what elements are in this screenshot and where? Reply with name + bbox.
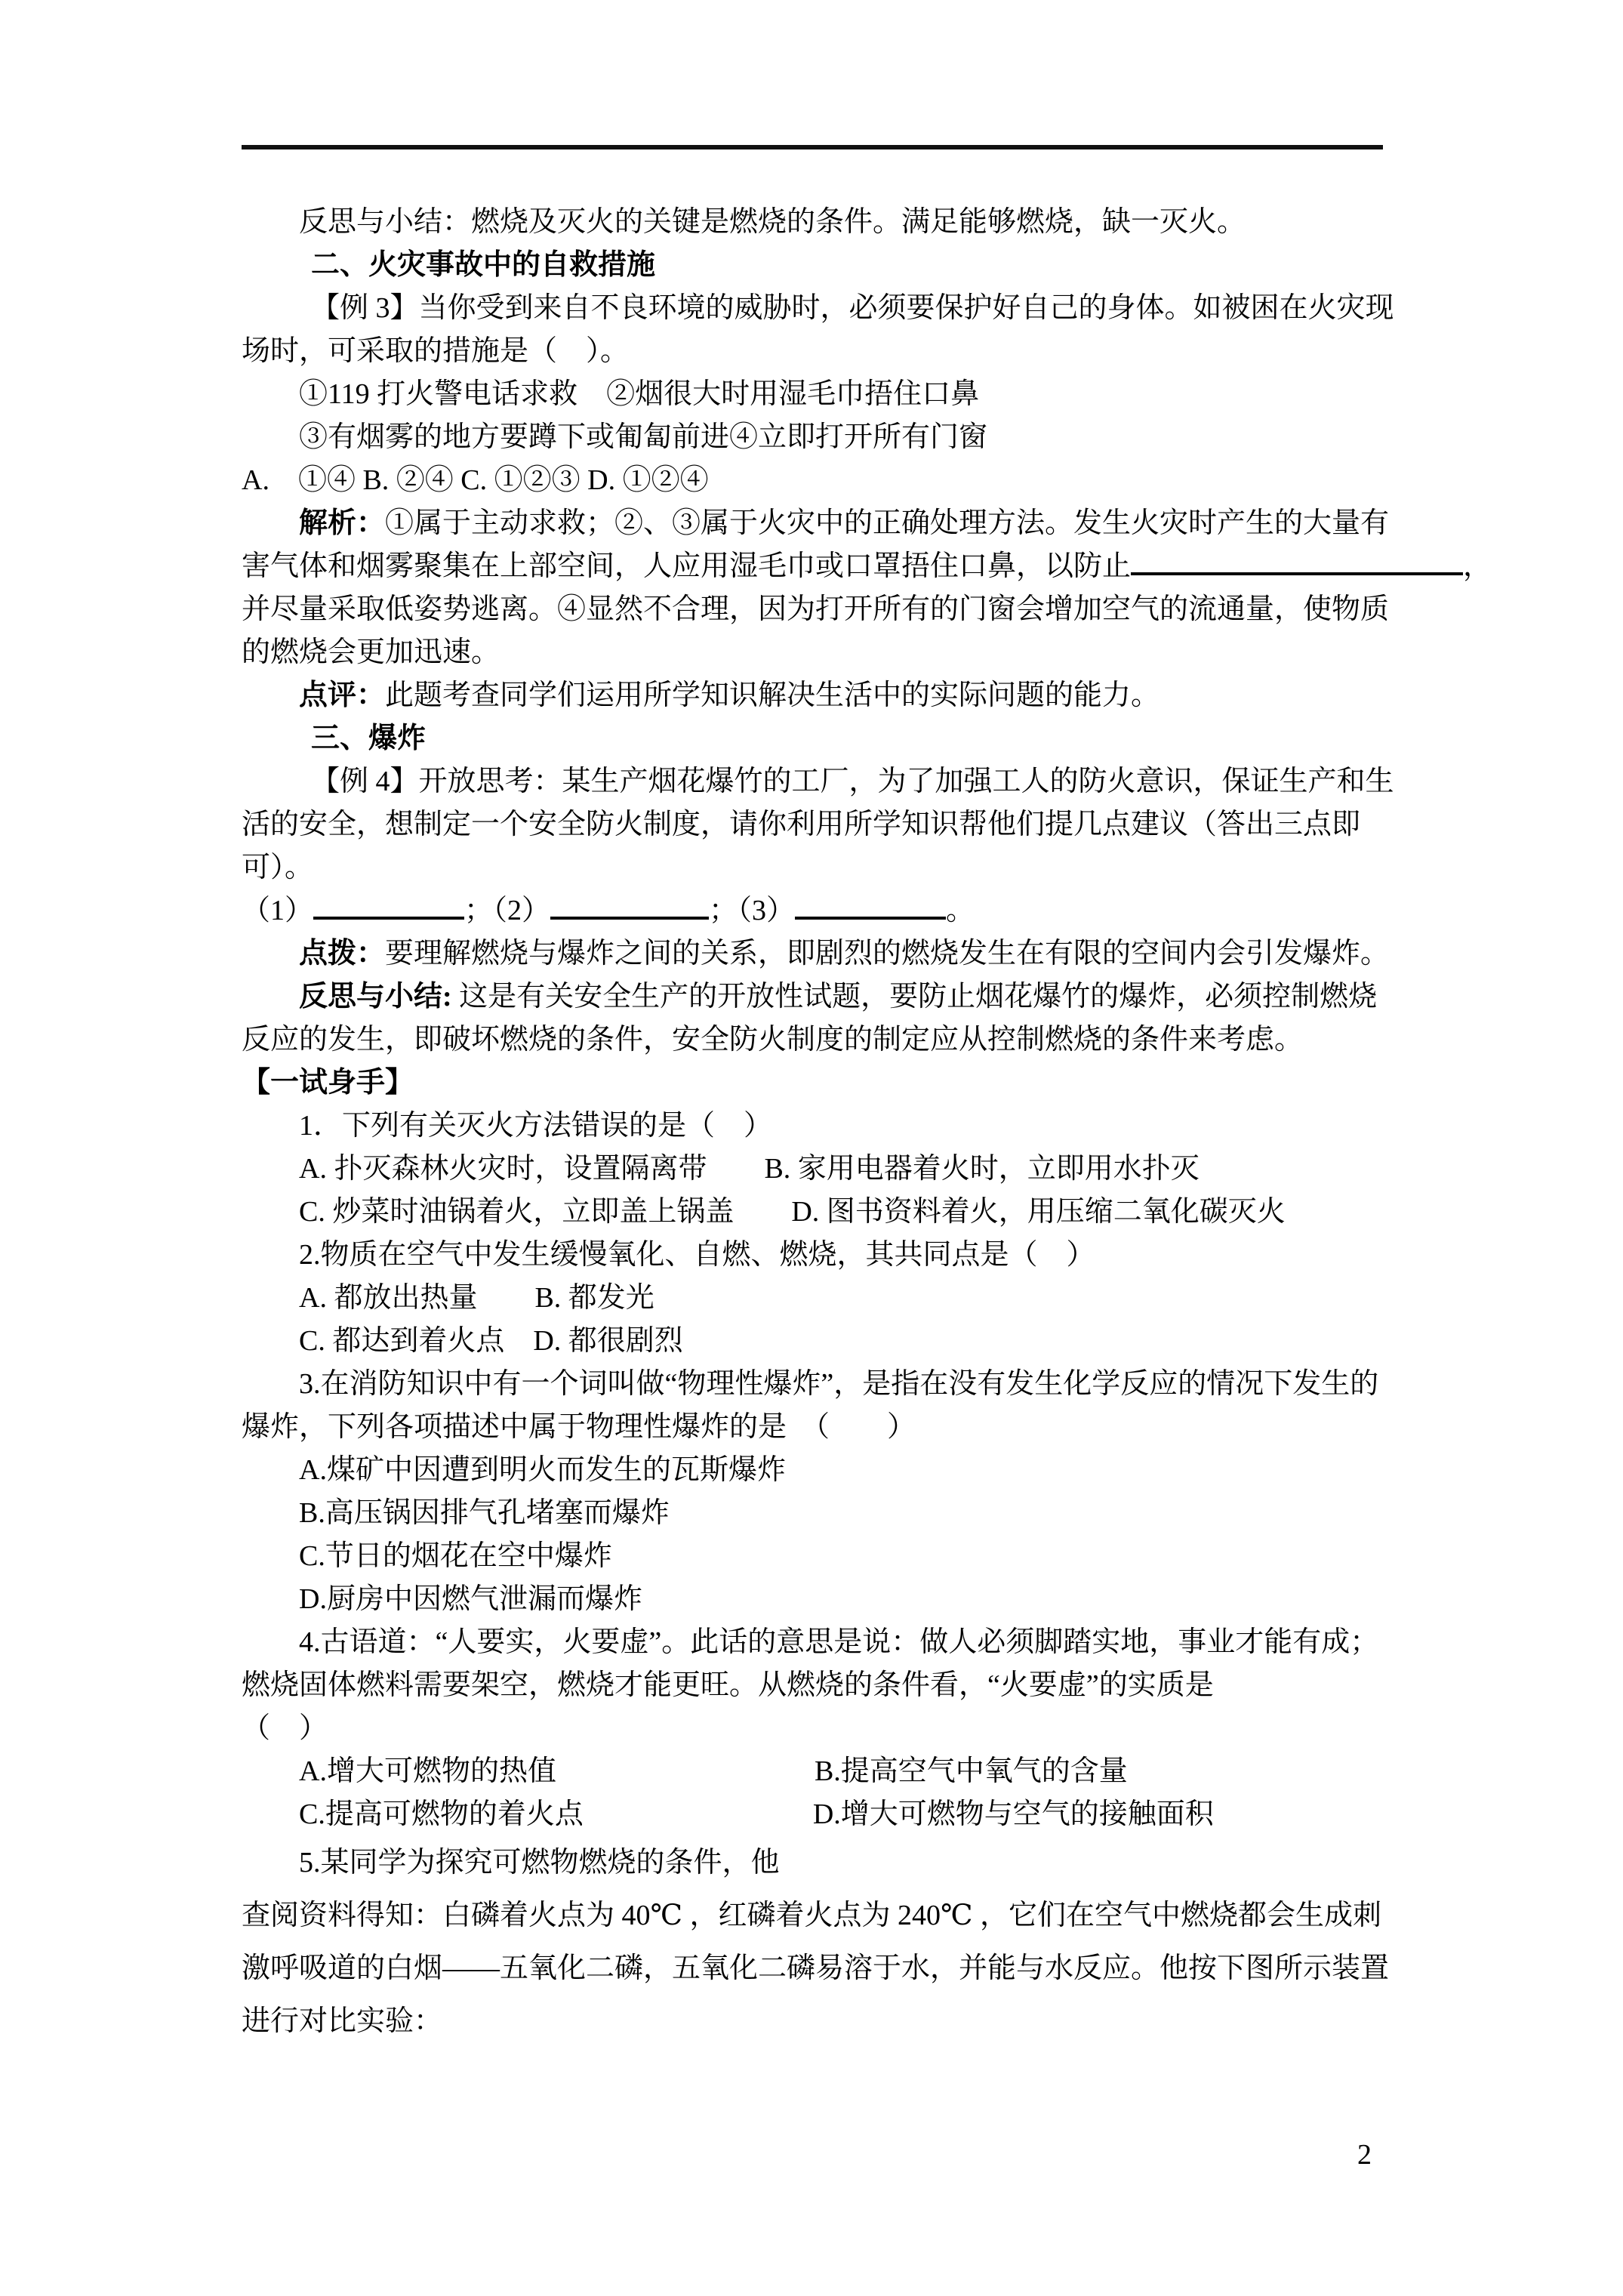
text-run: ①119 打火警电话求救 ②烟很大时用湿毛巾捂住口鼻 bbox=[299, 378, 980, 410]
text-line bbox=[242, 846, 1397, 889]
page-number: 2 bbox=[1357, 2139, 1372, 2171]
text-line bbox=[242, 1449, 1397, 1492]
text-run: C.提高可燃物的着火点 D.增大可燃物与空气的接触面积 bbox=[299, 1798, 1214, 1830]
text-line bbox=[242, 1889, 1397, 1942]
text-line bbox=[242, 1836, 1397, 1889]
text-line bbox=[242, 889, 1397, 932]
text-run: 3.在消防知识中有一个词叫做“物理性爆炸”，是指在没有发生化学反应的情况下发生的 bbox=[299, 1368, 1379, 1400]
text-line bbox=[242, 932, 1397, 975]
text-line bbox=[242, 373, 1397, 416]
text-run: C.节日的烟花在空中爆炸 bbox=[299, 1540, 612, 1572]
text-line bbox=[242, 1105, 1397, 1148]
text-line bbox=[242, 588, 1397, 631]
text-run: 场时，可采取的措施是（ ）。 bbox=[242, 335, 630, 367]
text-run: A. 都放出热量 B. 都发光 bbox=[299, 1282, 654, 1314]
text-line bbox=[242, 1750, 1397, 1793]
text-run: A.增大可燃物的热值 B.提高空气中氧气的含量 bbox=[299, 1755, 1128, 1787]
text-run: 可）。 bbox=[242, 852, 314, 883]
text-line bbox=[242, 1148, 1397, 1191]
text-line bbox=[242, 1535, 1397, 1578]
text-line bbox=[242, 330, 1397, 373]
text-line bbox=[242, 459, 1397, 502]
fill-in-blank bbox=[313, 894, 464, 920]
text-line bbox=[242, 1320, 1397, 1363]
text-run: 这是有关安全生产的开放性试题，要防止烟花爆竹的爆炸，必须控制燃烧 bbox=[451, 981, 1378, 1012]
text-line bbox=[242, 1363, 1397, 1406]
text-line bbox=[242, 1406, 1397, 1449]
text-line bbox=[242, 502, 1397, 545]
text-line bbox=[242, 1062, 1397, 1105]
text-run: 点评： bbox=[299, 680, 386, 711]
text-run: 5.某同学为探究可燃物燃烧的条件，他 bbox=[299, 1847, 780, 1878]
text-run: 二、火灾事故中的自救措施 bbox=[311, 249, 656, 281]
text-line bbox=[242, 1621, 1397, 1664]
text-run: A. 扑灭森林火灾时，设置隔离带 B. 家用电器着火时，立即用水扑灭 bbox=[299, 1153, 1200, 1185]
text-line bbox=[242, 416, 1397, 459]
text-run: 的燃烧会更加迅速。 bbox=[242, 636, 500, 668]
text-run: 活的安全，想制定一个安全防火制度，请你利用所学知识帮他们提几点建议（答出三点即 bbox=[242, 809, 1361, 840]
text-run: C. 炒菜时油锅着火，立即盖上锅盖 D. 图书资料着火，用压缩二氧化碳灭火 bbox=[299, 1196, 1286, 1228]
text-run: 进行对比实验： bbox=[242, 2005, 443, 2037]
text-run: 【例 3】当你受到来自不良环境的威胁时，必须要保护好自己的身体。如被困在火灾现 bbox=[311, 292, 1394, 324]
text-run: 燃烧固体燃料需要架空，燃烧才能更旺。从燃烧的条件看，“火要虚”的实质是 bbox=[242, 1669, 1214, 1701]
text-run: 害气体和烟雾聚集在上部空间，人应用湿毛巾或口罩捂住口鼻，以防止 bbox=[242, 550, 1132, 582]
text-run: ， bbox=[1463, 550, 1492, 582]
text-line bbox=[242, 545, 1492, 588]
document-body bbox=[242, 201, 1492, 2048]
text-run: 2.物质在空气中发生缓慢氧化、自燃、燃烧，其共同点是（ ） bbox=[299, 1239, 1095, 1271]
text-line bbox=[242, 1664, 1397, 1707]
fill-in-blank bbox=[550, 894, 709, 920]
text-run: （1） bbox=[242, 895, 314, 926]
text-line bbox=[242, 631, 1397, 674]
text-line bbox=[242, 674, 1397, 717]
text-run: 此题考查同学们运用所学知识解决生活中的实际问题的能力。 bbox=[385, 680, 1160, 711]
text-line bbox=[242, 760, 1397, 803]
text-run: 三、爆炸 bbox=[311, 723, 427, 754]
text-run: 4.古语道：“人要实，火要虚”。此话的意思是说：做人必须脚踏实地，事业才能有成； bbox=[299, 1626, 1379, 1658]
text-line bbox=[242, 1995, 1397, 2048]
fill-in-blank bbox=[1131, 550, 1463, 575]
text-line bbox=[242, 1942, 1397, 1995]
text-line bbox=[242, 201, 1397, 244]
text-line bbox=[242, 717, 1397, 760]
text-run: A.煤矿中因遭到明火而发生的瓦斯爆炸 bbox=[299, 1454, 786, 1486]
text-line bbox=[242, 1793, 1397, 1836]
text-line bbox=[242, 1191, 1397, 1234]
text-run: （ ） bbox=[242, 1712, 328, 1744]
text-run: ③有烟雾的地方要蹲下或匍匐前进④立即打开所有门窗 bbox=[299, 421, 988, 453]
text-line bbox=[242, 1492, 1397, 1535]
text-run: 激呼吸道的白烟——五氧化二磷，五氧化二磷易溶于水，并能与水反应。他按下图所示装置 bbox=[242, 1952, 1390, 1984]
text-run: 【例 4】开放思考：某生产烟花爆竹的工厂，为了加强工人的防火意识，保证生产和生 bbox=[311, 766, 1394, 797]
text-line bbox=[242, 975, 1397, 1019]
text-run: 查阅资料得知：白磷着火点为 40℃ ，红磷着火点为 240℃ ，它们在空气中燃烧都会生成刺 bbox=[242, 1900, 1382, 1931]
text-line bbox=[242, 1234, 1397, 1277]
text-run: 1．下列有关灭火方法错误的是（ ） bbox=[299, 1110, 773, 1142]
text-line bbox=[242, 287, 1397, 330]
text-run: 反思与小结: bbox=[299, 981, 452, 1012]
text-line bbox=[242, 1277, 1397, 1320]
text-run: 要理解燃烧与爆炸之间的关系，即剧烈的燃烧发生在有限的空间内会引发爆炸。 bbox=[385, 938, 1390, 969]
text-run: 解析： bbox=[299, 507, 386, 539]
text-run: B.高压锅因排气孔堵塞而爆炸 bbox=[299, 1497, 670, 1529]
text-run: ；（2） bbox=[464, 895, 551, 926]
text-line bbox=[242, 1707, 1397, 1750]
text-run: 反思与小结：燃烧及灭火的关键是燃烧的条件。满足能够燃烧，缺一灭火。 bbox=[299, 206, 1246, 238]
text-run: ①属于主动求救；②、③属于火灾中的正确处理方法。发生火灾时产生的大量有 bbox=[385, 507, 1390, 539]
text-run: C. 都达到着火点 D. 都很剧烈 bbox=[299, 1325, 683, 1357]
text-run: A. ①④ B. ②④ C. ①②③ D. ①②④ bbox=[242, 464, 709, 496]
text-run: D.厨房中因燃气泄漏而爆炸 bbox=[299, 1583, 642, 1615]
text-line bbox=[242, 1578, 1397, 1621]
text-line bbox=[242, 244, 1397, 287]
text-line bbox=[242, 1019, 1397, 1062]
text-run: 并尽量采取低姿势逃离。④显然不合理，因为打开所有的门窗会增加空气的流通量，使物质 bbox=[242, 593, 1390, 625]
header-rule bbox=[242, 145, 1383, 149]
text-run: 。 bbox=[946, 895, 975, 926]
text-run: 点拨： bbox=[299, 938, 386, 969]
text-line bbox=[242, 803, 1397, 846]
text-run: 【一试身手】 bbox=[242, 1067, 414, 1099]
fill-in-blank bbox=[795, 894, 946, 920]
text-run: ；（3） bbox=[709, 895, 796, 926]
text-run: 爆炸，下列各项描述中属于物理性爆炸的是 （ ） bbox=[242, 1411, 916, 1443]
text-run: 反应的发生，即破坏燃烧的条件，安全防火制度的制定应从控制燃烧的条件来考虑。 bbox=[242, 1024, 1304, 1056]
